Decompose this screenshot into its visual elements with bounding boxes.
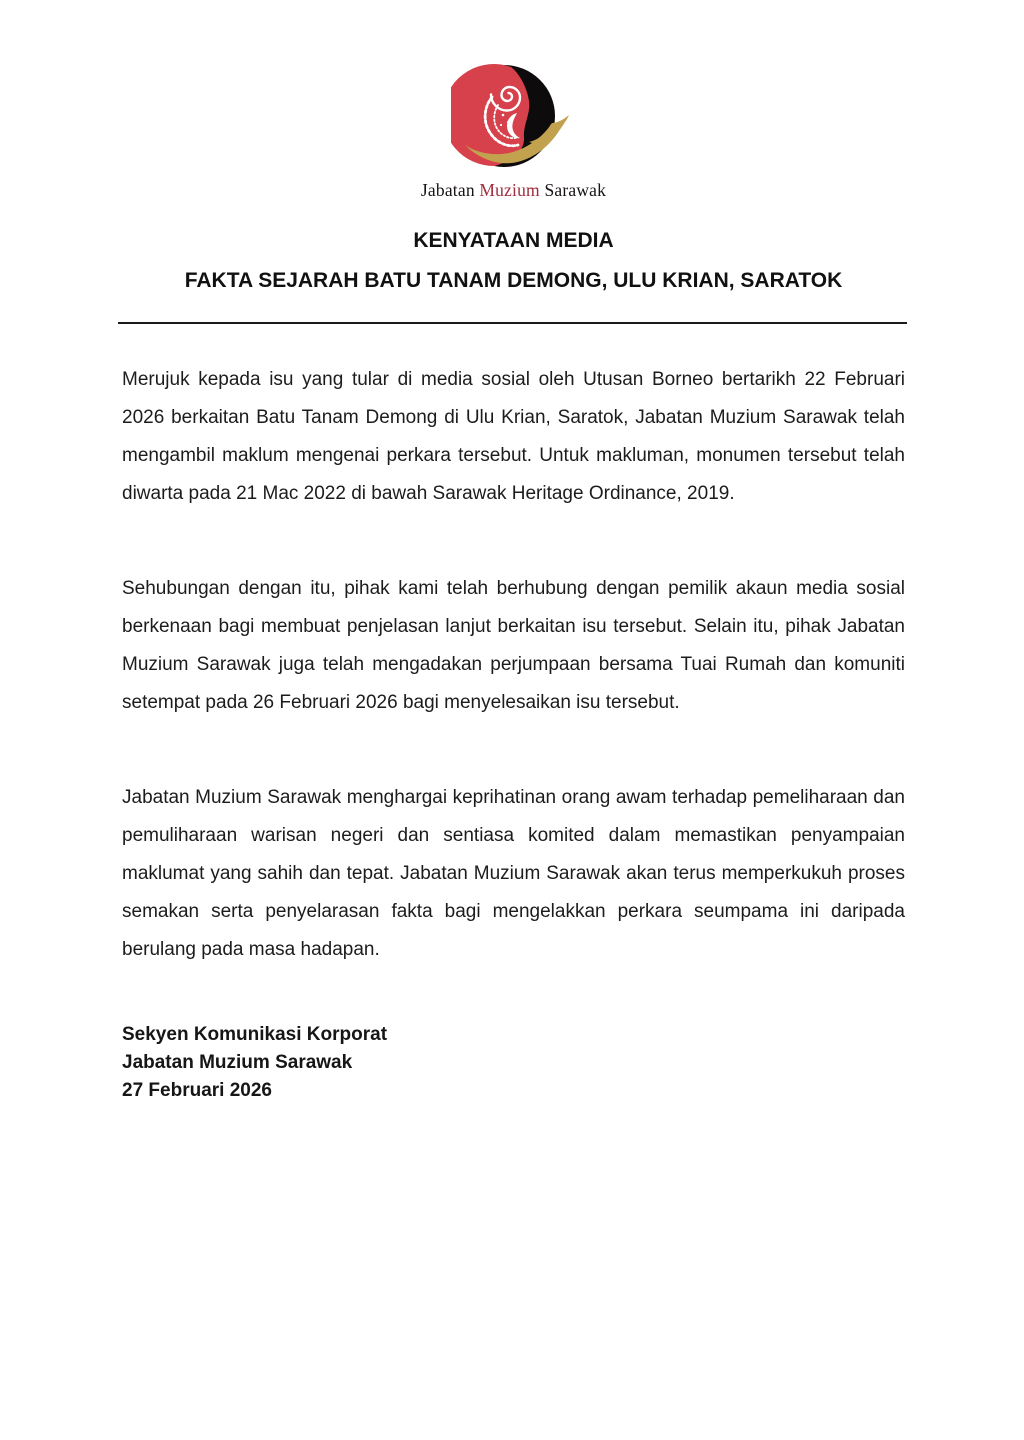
logo-caption-sarawak: Sarawak	[544, 180, 607, 200]
logo-speckle	[502, 114, 505, 117]
press-release-subtitle: FAKTA SEJARAH BATU TANAM DEMONG, ULU KRIAN, SARATOK	[184, 269, 843, 292]
press-release-title: KENYATAAN MEDIA	[413, 229, 614, 252]
signature-date: 27 Februari 2026	[122, 1080, 272, 1101]
signature-organization: Jabatan Muzium Sarawak	[122, 1052, 353, 1073]
logo-speckle	[507, 121, 509, 123]
logo-caption-muzium: Muzium	[479, 180, 540, 200]
logo-block	[122, 63, 905, 201]
signature-section: Sekyen Komunikasi Korporat	[122, 1024, 388, 1045]
paragraph-3: Jabatan Muzium Sarawak menghargai keprihatinan orang awam terhadap pemeliharaan dan pemuliharaan warisan negeri dan sentiasa komited dalam memastikan penyampaian maklumat yang sahih dan tepat. Jabatan Muzium Sarawak akan terus memperkukuh proses semakan serta penyelarasan fakta bagi mengelakkan perkara seumpama ini daripada berulang pada masa hadapan.	[122, 787, 905, 960]
paragraph-1: Merujuk kepada isu yang tular di media sosial oleh Utusan Borneo bertarikh 22 Februari 2026 berkaitan Batu Tanam Demong di Ulu Krian, Saratok, Jabatan Muzium Sarawak telah mengambil maklum mengenai perkara tersebut. Untuk makluman, monumen tersebut telah diwarta pada 21 Mac 2022 di bawah Sarawak Heritage Ordinance, 2019.	[122, 369, 905, 504]
signature-block	[122, 1021, 905, 1105]
paragraph-2: Sehubungan dengan itu, pihak kami telah berhubung dengan pemilik akaun media sosial berkenaan bagi membuat penjelasan lanjut berkaitan isu tersebut. Selain itu, pihak Jabatan Muzium Sarawak juga telah mengadakan perjumpaan bersama Tuai Rumah dan komuniti setempat pada 26 Februari 2026 bagi menyelesaikan isu tersebut.	[122, 578, 905, 713]
logo-speckle	[500, 124, 502, 126]
logo-caption	[122, 179, 905, 201]
jabatan-muzium-sarawak-logo-icon	[451, 63, 576, 173]
title-divider	[118, 322, 907, 324]
logo-caption-jabatan: Jabatan	[420, 180, 475, 200]
press-release-body	[122, 361, 905, 969]
